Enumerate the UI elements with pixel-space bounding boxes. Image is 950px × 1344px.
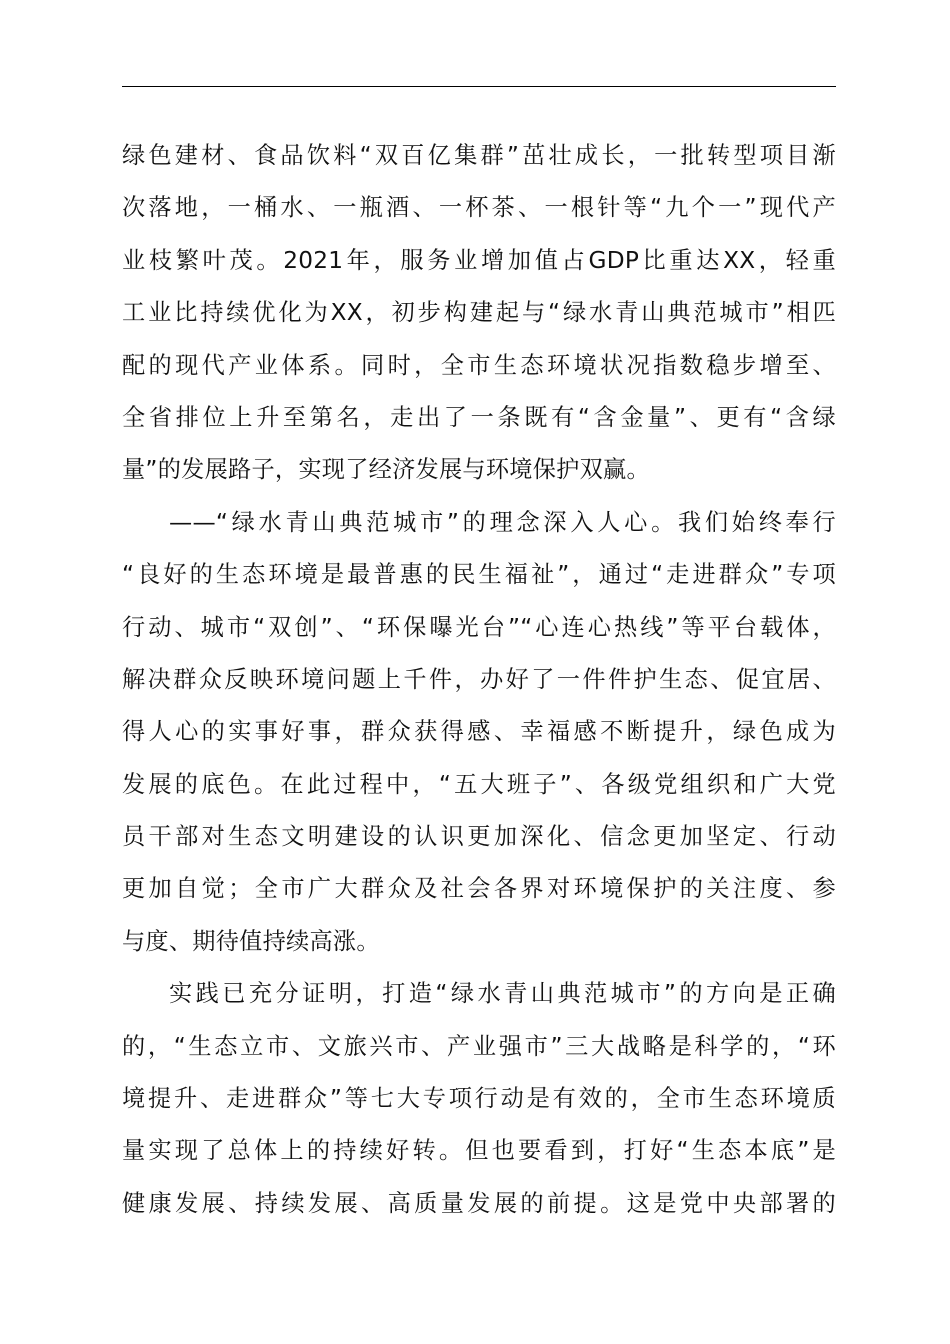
paragraph-line: 境提升、走进群众”等七大专项行动是有效的，全市生态环境质 [122,1085,836,1113]
paragraph-line: 工业比持续优化为XX，初步构建起与“绿水青山典范城市”相匹 [122,299,836,327]
paragraph-line: 健康发展、持续发展、高质量发展的前提。这是党中央部署的 [122,1189,836,1217]
paragraph-line: 量实现了总体上的持续好转。但也要看到，打好“生态本底”是 [122,1137,836,1165]
header-rule [122,86,836,87]
paragraph-line: ——“绿水青山典范城市”的理念深入人心。我们始终奉行 [169,508,836,536]
paragraph-line: 的，“生态立市、文旅兴市、产业强市”三大战略是科学的，“环 [122,1032,836,1060]
paragraph-line: 与度、期待值持续高涨。 [122,927,380,955]
paragraph-line: 员干部对生态文明建设的认识更加深化、信念更加坚定、行动 [122,823,836,851]
paragraph-line: 更加自觉；全市广大群众及社会各界对环境保护的关注度、参 [122,875,836,903]
paragraph-line: “良好的生态环境是最普惠的民生福祉”，通过“走进群众”专项 [122,561,836,589]
paragraph-line: 量”的发展路子，实现了经济发展与环境保护双赢。 [122,456,650,484]
paragraph-line: 实践已充分证明，打造“绿水青山典范城市”的方向是正确 [169,980,836,1008]
paragraph-line: 发展的底色。在此过程中，“五大班子”、各级党组织和广大党 [122,770,836,798]
paragraph-line: 次落地，一桶水、一瓶酒、一杯茶、一根针等“九个一”现代产 [122,194,836,222]
paragraph-line: 全省排位上升至第名，走出了一条既有“含金量”、更有“含绿 [122,403,836,431]
paragraph-line: 业枝繁叶茂。2021年，服务业增加值占GDP比重达XX，轻重 [122,246,836,274]
paragraph-line: 行动、城市“双创”、“环保曝光台”“心连心热线”等平台载体， [122,613,836,641]
paragraph-line: 绿色建材、食品饮料“双百亿集群”茁壮成长，一批转型项目渐 [122,142,836,169]
paragraph-line: 得人心的实事好事，群众获得感、幸福感不断提升，绿色成为 [122,718,836,746]
paragraph-line: 解决群众反映环境问题上千件，办好了一件件护生态、促宜居、 [122,665,836,693]
document-body [122,130,836,1230]
paragraph-line: 配的现代产业体系。同时，全市生态环境状况指数稳步增至、 [122,351,836,379]
